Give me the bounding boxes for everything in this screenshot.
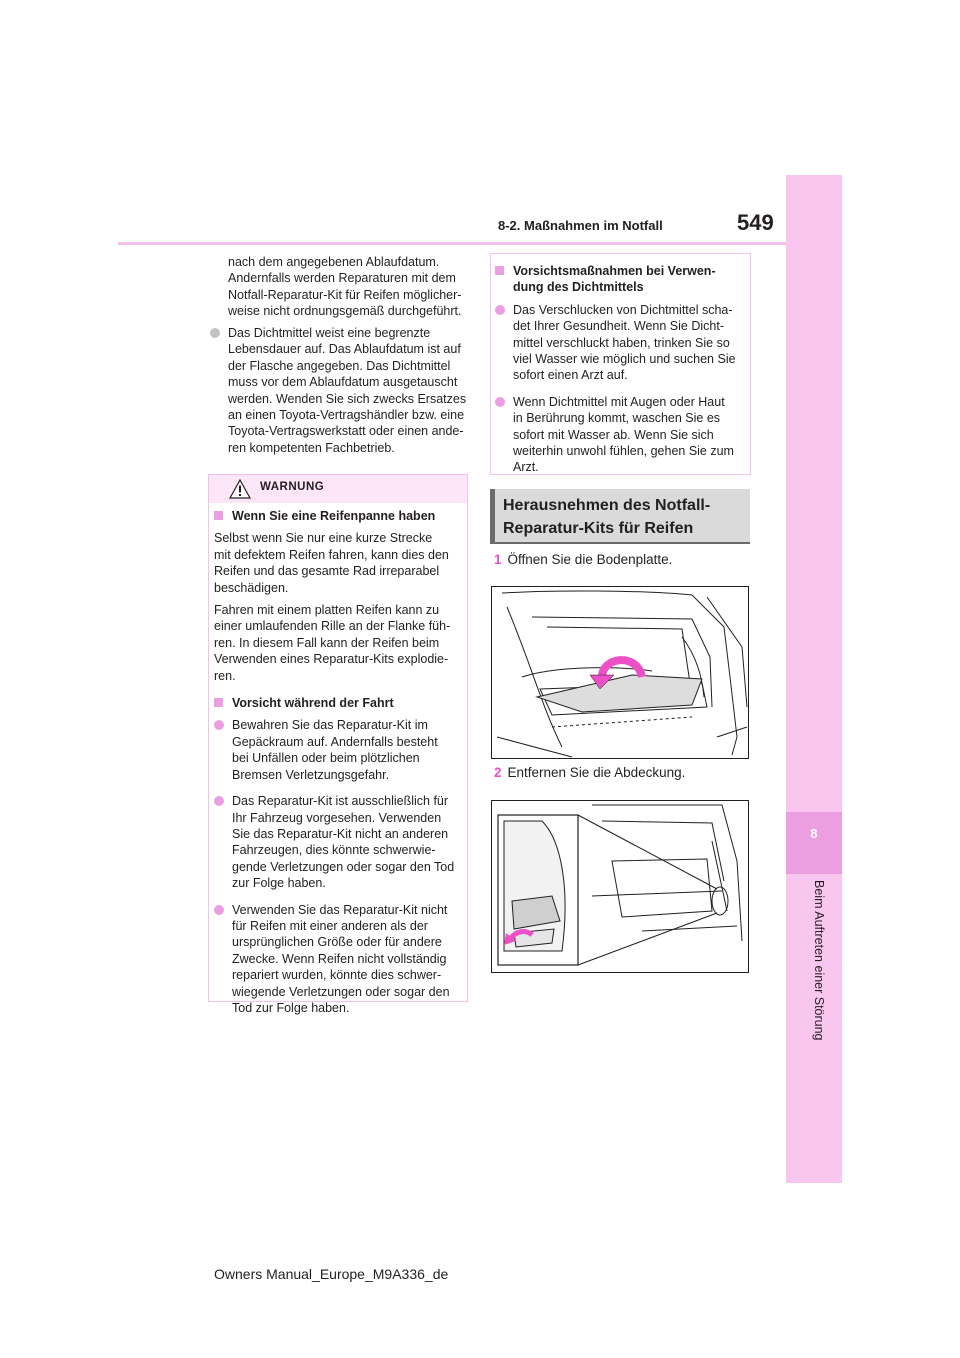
caution-content <box>495 263 747 476</box>
text-line: Bremsen Verletzungsgefahr. <box>232 767 390 782</box>
step-2 <box>494 765 685 780</box>
heading-accent-bar <box>490 489 495 544</box>
bullet-icon <box>214 796 224 806</box>
text-line: Das Reparatur-Kit ist ausschließlich für <box>232 794 449 809</box>
text-line: Selbst wenn Sie nur eine kurze Strecke <box>214 531 433 546</box>
heading-underline <box>490 542 750 544</box>
text-line: Lebensdauer auf. Das Ablaufdatum ist auf <box>228 342 461 357</box>
warning-content <box>214 508 464 1016</box>
text-line: werden. Wenden Sie sich zwecks Ersatzes <box>228 391 467 406</box>
text-line: zur Folge haben. <box>232 876 326 891</box>
warning-paragraph <box>214 530 464 596</box>
warning-bullet <box>214 717 464 783</box>
warning-title: WARNUNG <box>260 481 325 493</box>
text-line: Das Verschlucken von Dichtmittel scha- <box>513 302 733 317</box>
text-line: Andernfalls werden Reparaturen mit dem <box>228 271 456 286</box>
procedure-heading <box>503 494 747 540</box>
figure-remove-cover <box>491 800 749 973</box>
text-line: wiegende Verletzungen oder sogar den <box>232 984 450 999</box>
bullet-icon <box>495 305 505 315</box>
text-line: Vorsichtsmaßnahmen bei Verwen- <box>513 264 716 278</box>
text-line: weise nicht ordnungsgemäß durchgeführt. <box>228 304 462 319</box>
caution-bullet <box>495 302 747 384</box>
cover-removal-illustration <box>492 801 748 972</box>
text-line: bei Unfällen oder beim plötzlichen <box>232 751 420 766</box>
chapter-number: 8 <box>810 826 818 841</box>
text-line: Arzt. <box>513 460 539 475</box>
warning-heading-flat-tire: Wenn Sie eine Reifenpanne haben <box>214 508 464 524</box>
text-line: beschädigen. <box>214 580 289 595</box>
sealant-lifetime-bullet <box>210 325 490 456</box>
text-line: der Flasche angegeben. Das Dichtmittel <box>228 358 451 373</box>
caution-heading <box>495 263 747 296</box>
text-line: repariert wurden, könnte dies schwer- <box>232 968 442 983</box>
text-line: Toyota-Vertragswerkstatt oder einen ande- <box>228 424 464 439</box>
text-line: sofort einen Arzt auf. <box>513 368 628 383</box>
text-line: viel Wasser wie möglich und suchen Sie <box>513 352 736 367</box>
heading-line: Herausnehmen des Notfall- <box>503 497 711 514</box>
text-line: mit defektem Reifen fahren, kann dies den <box>214 547 449 562</box>
step-1 <box>494 552 672 567</box>
text-line: Verwenden eines Reparatur-Kits explodie- <box>214 652 449 667</box>
text-line: Ihr Fahrzeug vorgesehen. Verwenden <box>232 810 442 825</box>
text-line: mittel verschluckt haben, trinken Sie so <box>513 335 730 350</box>
footer-text: Owners Manual_Europe_M9A336_de <box>214 1266 449 1282</box>
step-number: 1 <box>494 552 502 567</box>
text-line: Reifen und das gesamte Rad irreparabel <box>214 564 440 579</box>
heading-line: Reparatur-Kits für Reifen <box>503 520 694 537</box>
step-text: Entfernen Sie die Abdeckung. <box>507 765 686 780</box>
page-number: 549 <box>737 210 774 235</box>
text-line: det Ihrer Gesundheit. Wenn Sie Dicht- <box>513 319 724 334</box>
text-line: an einen Toyota-Vertragshändler bzw. eine <box>228 408 465 423</box>
section-title: 8-2. Maßnahmen im Notfall <box>498 218 663 233</box>
text-line: muss vor dem Ablaufdatum ausgetauscht <box>228 375 458 390</box>
figure-open-floor-board <box>491 586 749 759</box>
text-line: für Reifen mit einer anderen als der <box>232 918 428 933</box>
text-line: Bewahren Sie das Reparatur-Kit im <box>232 718 428 733</box>
text-line: Fahren mit einem platten Reifen kann zu <box>214 603 440 618</box>
bullet-icon <box>214 905 224 915</box>
luggage-floor-illustration <box>492 587 748 758</box>
text-line: Tod zur Folge haben. <box>232 1000 350 1015</box>
text-line: Sie das Reparatur-Kit nicht an anderen <box>232 826 449 841</box>
warning-paragraph <box>214 602 464 684</box>
text-line: dung des Dichtmittels <box>513 280 644 295</box>
text-line: weiterhin unwohl fühlen, gehen Sie zum <box>513 444 734 459</box>
square-bullet-icon <box>214 698 223 707</box>
warning-bullet <box>214 793 464 891</box>
warning-heading-driving: Vorsicht während der Fahrt <box>214 695 464 711</box>
text-line: gende Verletzungen oder sogar den Tod <box>232 859 455 874</box>
continued-paragraph <box>228 254 472 320</box>
bullet-icon <box>214 720 224 730</box>
caution-bullet <box>495 394 747 476</box>
text-line: Wenn Dichtmittel mit Augen oder Haut <box>513 394 725 409</box>
text-line: in Berührung kommt, waschen Sie es <box>513 411 721 426</box>
warning-bullet <box>214 902 464 1017</box>
text-line: sofort mit Wasser ab. Wenn Sie sich <box>513 427 714 442</box>
chapter-title: Beim Auftreten einer Störung <box>812 880 826 1041</box>
header-rule <box>118 242 786 245</box>
text-line: Das Dichtmittel weist eine begrenzte <box>228 326 431 340</box>
text-line: ren. <box>214 668 236 683</box>
text-line: Verwenden Sie das Reparatur-Kit nicht <box>232 902 448 917</box>
step-number: 2 <box>494 765 502 780</box>
square-bullet-icon <box>495 266 504 275</box>
text-line: ren. In diesem Fall kann der Reifen beim <box>214 635 440 650</box>
text-line: Zwecke. Wenn Reifen nicht vollständig <box>232 951 447 966</box>
warning-triangle-icon <box>229 479 251 499</box>
text-line: Fahrzeugen, dies könnte schwerwie- <box>232 843 436 858</box>
step-text: Öffnen Sie die Bodenplatte. <box>507 552 673 567</box>
text-line: Gepäckraum auf. Andernfalls besteht <box>232 734 438 749</box>
text-line: ren kompetenten Fachbetrieb. <box>228 440 395 455</box>
text-line: einer umlaufenden Rille an der Flanke füh- <box>214 619 451 634</box>
text-line: nach dem angegebenen Ablaufdatum. <box>228 255 440 269</box>
bullet-icon <box>210 328 220 338</box>
text-line: ursprünglichen Größe oder für andere <box>232 935 442 950</box>
bullet-icon <box>495 397 505 407</box>
square-bullet-icon <box>214 511 223 520</box>
text-line: Notfall-Reparatur-Kit für Reifen möglicher- <box>228 287 462 302</box>
chapter-number-tab <box>786 812 842 874</box>
